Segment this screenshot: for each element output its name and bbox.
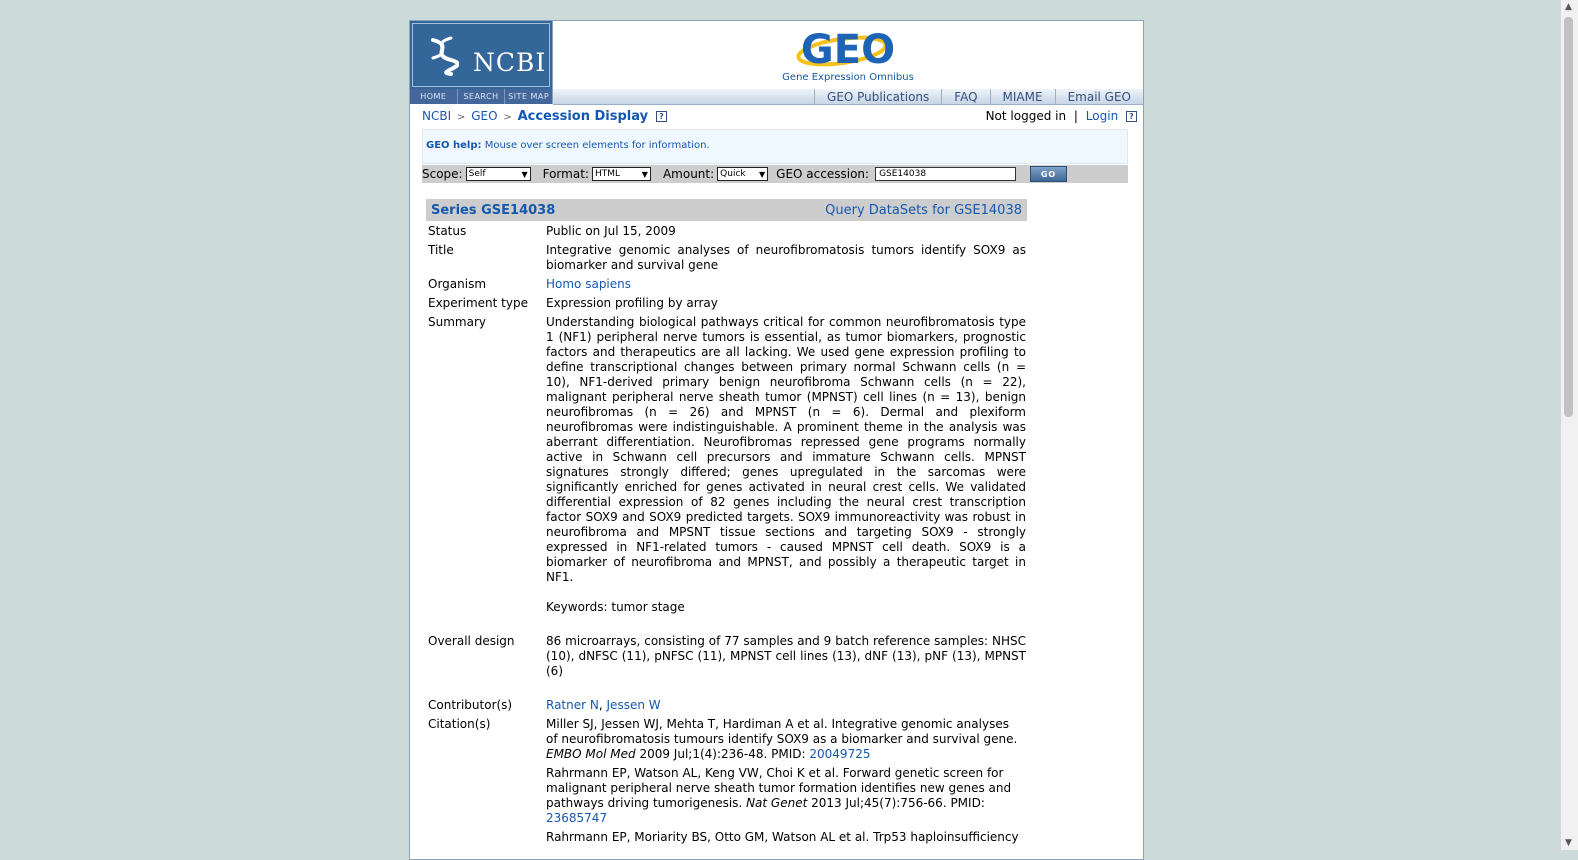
experiment-type-value: Expression profiling by array — [546, 296, 718, 310]
scroll-down-icon[interactable]: ▼ — [1565, 838, 1572, 848]
nav-faq[interactable]: FAQ — [941, 89, 989, 104]
citation-details: 2013 Jul;45(7):756-66. PMID: — [811, 796, 985, 810]
ncbi-wordmark: NCBI — [473, 48, 547, 77]
status-value: Public on Jul 15, 2009 — [546, 224, 676, 238]
overall-design-row — [428, 634, 1026, 694]
help-question-icon[interactable]: ? — [1126, 111, 1137, 122]
citation-journal: EMBO Mol Med — [546, 747, 636, 761]
geo-help-box — [422, 129, 1128, 164]
title-label: Title — [428, 243, 454, 257]
contributors-label: Contributor(s) — [428, 698, 513, 712]
amount-label: Amount: — [662, 167, 715, 181]
title-row — [428, 243, 1026, 273]
keywords-text: Keywords: tumor stage — [546, 600, 685, 614]
experiment-type-row — [428, 296, 1026, 311]
amount-select[interactable] — [717, 167, 768, 181]
breadcrumb-separator: > — [503, 112, 512, 123]
scope-value: Self — [468, 169, 486, 179]
nav-home[interactable]: HOME — [410, 89, 458, 104]
help-question-icon[interactable]: ? — [656, 111, 667, 122]
scrollbar-thumb[interactable] — [1564, 17, 1573, 417]
nav-email-geo[interactable]: Email GEO — [1055, 89, 1143, 104]
scope-label: Scope: — [422, 167, 463, 181]
format-value: HTML — [594, 169, 620, 179]
chevron-down-icon: ▼ — [641, 169, 648, 179]
experiment-type-label: Experiment type — [428, 296, 528, 310]
organism-row — [428, 277, 1026, 292]
citations-row — [428, 717, 1026, 849]
citation-item — [546, 717, 1020, 762]
pmid-link[interactable]: 20049725 — [809, 747, 871, 761]
overall-design-text: 86 microarrays, consisting of 77 samples and 9 batch reference samples: NHSC (10), dNFSC (11), pNFSC (11), MPNST cell lines (13), dNF (13), pNF (13), MPNST (6) — [546, 634, 1026, 678]
help-text: Mouse over screen elements for information. — [484, 140, 710, 151]
citation-item — [546, 766, 1020, 826]
pmid-link[interactable]: 23685747 — [546, 811, 608, 825]
nav-site-map[interactable]: SITE MAP — [508, 92, 550, 101]
go-button[interactable]: GO — [1030, 166, 1067, 182]
ncbi-logo[interactable] — [410, 21, 553, 89]
help-label: GEO help: — [426, 140, 482, 151]
citations-label: Citation(s) — [428, 717, 491, 731]
citation-journal: Nat Genet — [746, 796, 808, 810]
organism-label: Organism — [428, 277, 487, 291]
citation-item — [546, 830, 1020, 845]
citation-details: 2009 Jul;1(4):236-48. PMID: — [639, 747, 806, 761]
accession-label: GEO accession: — [776, 167, 870, 181]
nav-search[interactable]: SEARCH — [458, 89, 506, 104]
vertical-scrollbar[interactable] — [1561, 0, 1578, 850]
organism-link[interactable]: Homo sapiens — [546, 277, 632, 291]
page-frame — [409, 20, 1144, 860]
login-area — [986, 109, 1137, 123]
breadcrumb-separator: > — [456, 112, 466, 123]
ncbi-nav — [410, 89, 553, 104]
chevron-down-icon: ▼ — [759, 169, 766, 179]
overall-design-label: Overall design — [428, 634, 515, 648]
contributor-separator: , — [598, 698, 603, 712]
series-header — [426, 199, 1027, 221]
query-datasets-link[interactable]: Query DataSets for GSE14038 — [825, 202, 1022, 218]
summary-row — [428, 315, 1026, 630]
geo-subtitle: Gene Expression Omnibus — [782, 72, 914, 83]
geo-nav — [553, 89, 1143, 105]
format-label: Format: — [542, 167, 589, 181]
series-title: Series GSE14038 — [431, 202, 556, 218]
geo-logo-icon — [790, 27, 910, 73]
chevron-down-icon: ▼ — [521, 169, 528, 179]
nav-miame[interactable]: MIAME — [990, 89, 1055, 104]
title-value: Integrative genomic analyses of neurofibromatosis tumors identify SOX9 as biomarker and survival gene — [546, 243, 1026, 272]
login-link[interactable]: Login — [1085, 109, 1119, 123]
summary-label: Summary — [428, 315, 486, 329]
summary-text: Understanding biological pathways critical for common neurofibromatosis type 1 (NF1) peripheral nerve tumors is essential, as tumor biomarkers, prognostic factors and therapeutics are all lacking. We used gene expression profiling to define transcriptional changes between primary normal Schwann cells (n = 10), NF1-derived primary benign neurofibroma Schwann cells (n = 22), malignant peripheral nerve sheath tumor (MPNST) cell lines (n = 13), benign neurofibromas (n = 26) and MPNST (n = 6). Dermal and plexiform neurofibromas were indistinguishable. A prominent theme in the analysis was aberrant differentiation. Neurofibromas repressed gene programs normally active in Schwann cell precursors and immature Schwann cells. MPNST signatures strongly differed; genes upregulated in the sarcomas were significantly enriched for genes activated in neural crest cells. We validated differential expression of 82 genes including the neural crest transcription factor SOX9 and SOX9 predicted targets. SOX9 immunoreactivity was robust in neurofibroma and MPSNT tissue sections and targeting SOX9 - strongly expressed in NF1-related tumors - caused MPNST cell death. SOX9 is a biomarker of neurofibroma and MPNST, and possibly a therapeutic target in NF1. — [546, 315, 1026, 584]
breadcrumb — [422, 109, 667, 124]
breadcrumb-current: Accession Display — [517, 109, 649, 124]
breadcrumb-ncbi[interactable]: NCBI — [422, 109, 452, 123]
nav-geo-publications[interactable]: GEO Publications — [814, 89, 941, 104]
citation-text: Rahrmann EP, Watson AL, Keng VW, Choi K et al. Forward genetic screen for malignant peripheral nerve sheath tumor formation identifies new genes and pathways driving tumorigenesis. — [546, 766, 1012, 810]
geo-banner[interactable] — [553, 21, 1143, 89]
citation-text: Rahrmann EP, Moriarity BS, Otto GM, Watson AL et al. Trp53 haploinsufficiency — [546, 830, 1019, 844]
accession-input[interactable]: GSE14038 — [875, 167, 1016, 181]
dna-helix-icon — [425, 36, 459, 76]
query-bar — [422, 165, 1128, 183]
amount-value: Quick — [720, 169, 746, 179]
status-label: Status — [428, 224, 467, 238]
citation-text: Miller SJ, Jessen WJ, Mehta T, Hardiman A et al. Integrative genomic analyses of neurofibromatosis tumours identify SOX9 as a biomarker and survival gene. — [546, 717, 1018, 746]
contributor-link[interactable]: Jessen W — [606, 698, 661, 712]
contributors-row — [428, 698, 1026, 713]
format-select[interactable] — [592, 167, 651, 181]
scroll-up-icon[interactable]: ▲ — [1565, 2, 1572, 12]
series-details — [428, 224, 1026, 853]
login-status: Not logged in — [985, 109, 1067, 123]
geo-logo-text: GEO — [800, 27, 896, 73]
contributor-link[interactable]: Ratner N — [546, 698, 599, 712]
status-row — [428, 224, 1026, 239]
scope-select[interactable] — [466, 167, 531, 181]
breadcrumb-geo[interactable]: GEO — [471, 109, 498, 123]
login-divider: | — [1073, 109, 1078, 123]
